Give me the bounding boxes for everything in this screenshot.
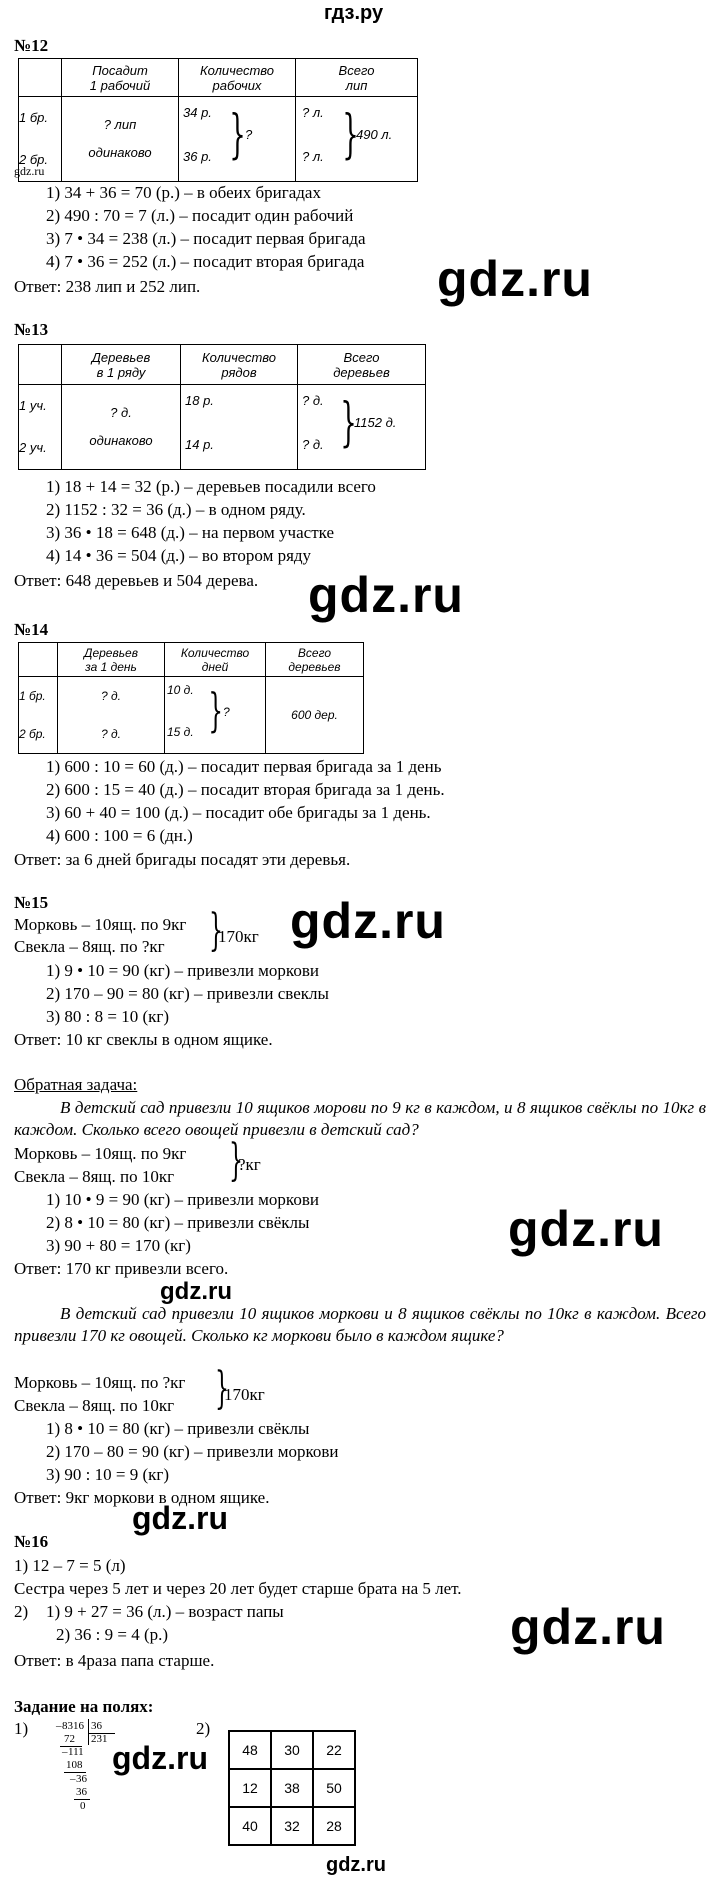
quotient: 231 (91, 1733, 108, 1745)
total-value: 1152 д. (354, 415, 397, 430)
per-worker-cell: ? лип одинаково (62, 97, 179, 182)
inverse-problem-text: В детский сад привезли 10 ящиков моркови и 8 ящиков свёклы по 10кг в каждом. Всего привезли 170 кг овощей. Сколько кг моркови было в каждом ящике? (14, 1304, 706, 1345)
question-mark: ? (245, 127, 253, 142)
row-label: 1 бр. (19, 689, 46, 703)
col-header: Количество рабочих (179, 59, 296, 97)
answer: Ответ: 238 лип и 252 лип. (14, 277, 201, 296)
step: 1) 34 + 36 = 70 (р.) – в обеих бригадах (46, 183, 321, 202)
col-header: Деревьев за 1 день (58, 643, 165, 677)
count-cell: 36 р. (183, 149, 212, 164)
step: 1) 10 • 9 = 90 (кг) – привезли моркови (46, 1190, 319, 1209)
solution-line: 2) (14, 1602, 29, 1621)
step: 2) 8 • 10 = 80 (кг) – привезли свёклы (46, 1213, 310, 1232)
problem-14-number: №14 (14, 620, 49, 639)
brace-icon: } (229, 1135, 243, 1186)
step: 3) 36 • 18 = 648 (д.) – на первом участке (46, 523, 335, 542)
brace-icon: } (209, 905, 223, 956)
grid-cell: 48 (229, 1731, 271, 1769)
long-division (56, 1720, 126, 1840)
brace-icon: } (215, 1363, 229, 1414)
days-cell: 10 д. (167, 683, 194, 697)
remainder-final: 0 (80, 1800, 86, 1812)
division-bar (88, 1719, 89, 1745)
grid-cell: 40 (229, 1807, 271, 1845)
answer: Ответ: 648 деревьев и 504 дерева. (14, 571, 259, 590)
grid-cell: 30 (271, 1731, 313, 1769)
row-label: 2 бр. (19, 727, 46, 741)
watermark: gdz.ru (290, 893, 446, 949)
remainder: 111 (68, 1746, 84, 1758)
step: 2) 170 – 80 = 90 (кг) – привезли моркови (46, 1442, 339, 1461)
footer-watermark: gdz.ru (326, 1854, 386, 1876)
step: 2) 1152 : 32 = 36 (д.) – в одном ряду. (46, 500, 306, 519)
condition-line: Свекла – 8ящ. по 10кг (14, 1167, 175, 1186)
problem-12-number: №12 (14, 36, 49, 55)
grid-cell: 22 (313, 1731, 355, 1769)
step: 4) 14 • 36 = 504 (д.) – во втором ряду (46, 546, 312, 565)
count-cell: 14 р. (185, 437, 214, 452)
problem-13-table (18, 344, 426, 470)
question-mark: ? (223, 705, 230, 719)
watermark: gdz.ru (510, 1599, 666, 1655)
margin-task-title: Задание на полях: (14, 1697, 154, 1716)
days-cell: 15 д. (167, 725, 194, 739)
row-label: 2 бр. (19, 152, 48, 167)
per-day-cell: ? д. (101, 727, 121, 741)
step: 3) 7 • 34 = 238 (л.) – посадит первая бригада (46, 229, 366, 248)
total-value: 490 л. (356, 127, 393, 142)
total-cell: ? л. (302, 149, 324, 164)
grid-cell: 38 (271, 1769, 313, 1807)
step: 2) 490 : 70 = 7 (л.) – посадит один рабочий (46, 206, 354, 225)
answer: Ответ: 170 кг привезли всего. (14, 1259, 229, 1278)
grid-cell: 12 (229, 1769, 271, 1807)
step: 4) 7 • 36 = 252 (л.) – посадит вторая бригада (46, 252, 365, 271)
condition-line: Свекла – 8ящ. по ?кг (14, 937, 165, 956)
problem-14-table (18, 642, 364, 754)
brace-icon: } (229, 105, 246, 165)
step: 2) 170 – 90 = 80 (кг) – привезли свеклы (46, 984, 329, 1003)
step: 2) 600 : 15 = 40 (д.) – посадит вторая бригада за 1 день. (46, 780, 445, 799)
divisor: 36 (91, 1720, 102, 1732)
watermark: gdz.ru (132, 1500, 228, 1536)
step: 1) 9 • 10 = 90 (кг) – привезли моркови (46, 961, 319, 980)
brace-icon: } (340, 393, 357, 453)
grid-cell: 28 (313, 1807, 355, 1845)
step: 1) 8 • 10 = 80 (кг) – привезли свёклы (46, 1419, 310, 1438)
minus-sign: – (56, 1720, 62, 1732)
step: 3) 90 : 10 = 9 (кг) (46, 1465, 170, 1484)
row-label: 2 уч. (19, 440, 47, 455)
subtrahend: 72 (64, 1733, 75, 1745)
minus-sign: – (70, 1773, 76, 1785)
subtrahend: 108 (66, 1759, 83, 1771)
watermark-small: gdz.ru (14, 164, 45, 178)
step: 3) 60 + 40 = 100 (д.) – посадит обе бригады за 1 день. (46, 803, 431, 822)
brace-icon: } (342, 105, 359, 165)
step: 1) 18 + 14 = 32 (р.) – деревьев посадили всего (46, 477, 376, 496)
margin-item-2: 2) (196, 1719, 211, 1738)
condition-line: Морковь – 10ящ. по ?кг (14, 1373, 186, 1392)
col-header: Всего лип (296, 59, 418, 97)
watermark: gdz.ru (112, 1740, 208, 1776)
condition-total: 170кг (224, 1385, 265, 1404)
col-header: Количество рядов (181, 345, 298, 385)
condition-total: ?кг (238, 1155, 261, 1174)
solution-line: 2) 36 : 9 = 4 (р.) (56, 1625, 169, 1644)
answer: Ответ: за 6 дней бригады посадят эти деревья. (14, 850, 351, 869)
inverse-title: Обратная задача: (14, 1075, 138, 1094)
watermark: gdz.ru (160, 1278, 232, 1305)
condition-total: 170кг (218, 927, 259, 946)
step: 3) 80 : 8 = 10 (кг) (46, 1007, 170, 1026)
problem-13-number: №13 (14, 320, 49, 339)
col-header: Всего деревьев (298, 345, 426, 385)
total-cell: ? д. (302, 393, 324, 408)
subtrahend: 36 (76, 1786, 87, 1798)
answer: Ответ: 10 кг свеклы в одном ящике. (14, 1030, 273, 1049)
total-cell: ? д. (302, 437, 324, 452)
col-header: Деревьев в 1 ряду (62, 345, 181, 385)
count-cell: 18 р. (185, 393, 214, 408)
solution-line: 1) 9 + 27 = 36 (л.) – возраст папы (46, 1602, 284, 1621)
minus-sign: – (62, 1746, 68, 1758)
inverse-problem-text: В детский сад привезли 10 ящиков морови по 9 кг в каждом, и 8 ящиков свёклы по 10кг в каждом. Сколько всего овощей привезли в детский сад? (14, 1098, 706, 1139)
per-day-cell: ? д. (101, 689, 121, 703)
answer: Ответ: 9кг моркови в одном ящике. (14, 1488, 270, 1507)
row-label: 1 уч. (19, 398, 47, 413)
margin-item-1: 1) (14, 1719, 29, 1738)
row-label: 1 бр. (19, 110, 48, 125)
magic-square (228, 1730, 356, 1846)
total-cell: ? л. (302, 105, 324, 120)
count-cell: 34 р. (183, 105, 212, 120)
condition-line: Свекла – 8ящ. по 10кг (14, 1396, 175, 1415)
step: 4) 600 : 100 = 6 (дн.) (46, 826, 193, 845)
remainder: 36 (76, 1773, 87, 1785)
col-header: Количество дней (165, 643, 266, 677)
grid-cell: 32 (271, 1807, 313, 1845)
grid-cell: 50 (313, 1769, 355, 1807)
per-row-cell: ? д. одинаково (62, 385, 181, 470)
watermark: gdz.ru (308, 567, 464, 623)
total-value: 600 дер. (266, 677, 364, 754)
solution-line: 1) 12 – 7 = 5 (л) (14, 1556, 126, 1575)
problem-12-table (18, 58, 418, 182)
problem-15-number: №15 (14, 893, 49, 912)
answer: Ответ: в 4раза папа старше. (14, 1651, 215, 1670)
watermark: gdz.ru (437, 251, 593, 307)
site-title: гдз.ру (324, 2, 384, 24)
step: 3) 90 + 80 = 170 (кг) (46, 1236, 191, 1255)
col-header: Всего деревьев (266, 643, 364, 677)
watermark: gdz.ru (508, 1201, 664, 1257)
solution-line: Сестра через 5 лет и через 20 лет будет старше брата на 5 лет. (14, 1579, 462, 1598)
dividend: 8316 (62, 1720, 84, 1732)
col-header: Посадит 1 рабочий (62, 59, 179, 97)
step: 1) 600 : 10 = 60 (д.) – посадит первая бригада за 1 день (46, 757, 442, 776)
condition-line: Морковь – 10ящ. по 9кг (14, 1144, 187, 1163)
condition-line: Морковь – 10ящ. по 9кг (14, 915, 187, 934)
problem-16-number: №16 (14, 1532, 49, 1551)
brace-icon: } (208, 683, 223, 737)
